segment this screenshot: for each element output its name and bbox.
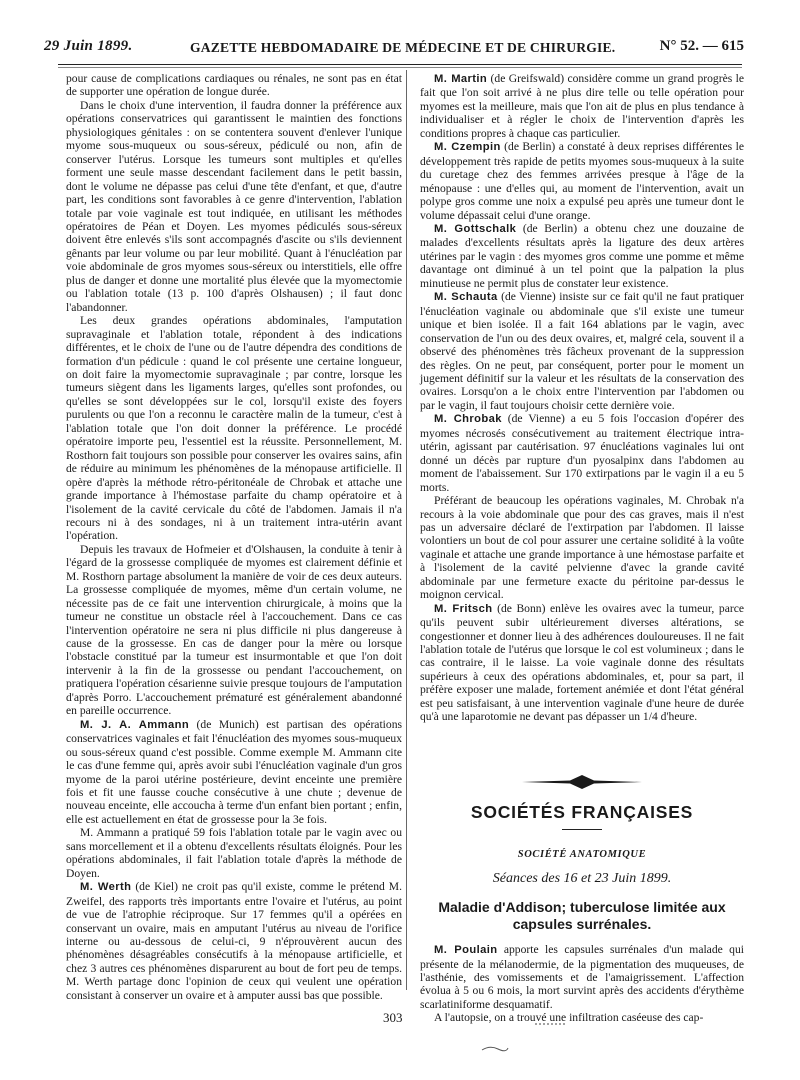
ornament-rule-icon: [522, 774, 642, 790]
paragraph-text: (de Greifswald) considère comme un grand progrès le fait que l'on soit arrivé à ne plus dire telle ou telle opération pour myomes est la meilleure, mais que l'on ait de plus en plus tendance à individualiser et à régler le choix de l'intervention d'après les conditions propres à chaque cas particulier.: [420, 72, 744, 140]
page-header: [44, 38, 744, 60]
ink-mark-icon: [535, 1022, 565, 1026]
paragraph-text: Dans le choix d'une intervention, il faudra donner la préférence aux opérations conservatrices qui garantissent le maintien des fonctions physiologiques génitales : on se contentera souvent d'enlever l'unique myome sous-muqueux ou sous-séreux, pédiculé ou non, afin de conserver l'utérus. Lorsque les tumeurs sont multiples et qu'elles forment une seule masse descendant facilement dans le petit bassin, dont le volume ne dépasse pas celui d'une tête d'enfant, et que, d'autre part, les conditions sont favorables à ce genre d'intervention, l'ablation totale par voie vaginale est tout indiquée, en utilisant les méthodes opératoires de Péan et Doyen. Les myomes pédiculés sous-séreux doivent être enlevés s'ils sont accompagnés d'ascite ou s'ils deviennent gênants par leur volume ou par leur mobilité. Quant à l'énucléation par voie abdominale de gros myomes sous-séreux ou interstitiels, elle offre plus de danger et donne une mortalité plus élevée que la myomectomie ou l'ablation totale (13 p. 100 d'après Olshausen) ; il faut donc l'abandonner.: [66, 98, 402, 314]
speaker-name: M. Gottschalk: [434, 222, 517, 235]
right-column-paragraphs: [420, 72, 744, 724]
speaker-name: M. Werth: [80, 881, 132, 894]
paragraph: [420, 290, 744, 412]
speaker-name: M. Martin: [434, 73, 488, 85]
paragraph: [420, 943, 744, 1011]
article-title: Maladie d'Addison; tuberculose limitée aux capsules surrénales.: [438, 899, 726, 933]
speaker-name: M. Schauta: [434, 291, 498, 304]
paragraph-text: Préférant de beaucoup les opérations vaginales, M. Chrobak n'a recours à la voie abdominale que pour des cas graves, mais il n'est pas un adversaire déclaré de l'extirpation par l'abdomen. Il laisse volontiers un bout de col pour assurer une certaine solidité à la voûte vaginale et attache une grande importance à une hémostase parfaite et à l'isolement de la cavité pelvienne d'avec la grande cavité abdominale par une fermeture exacte du péritoine par-dessus le moignon cervical.: [420, 494, 744, 602]
paragraph: [66, 718, 402, 827]
left-column: [66, 72, 402, 1002]
speaker-name: M. Chrobak: [434, 413, 502, 426]
paragraph-text: pour cause de complications cardiaques ou rénales, ne sont pas en état de supporter une opération de longue durée.: [66, 72, 402, 99]
paragraph-text: (de Vienne) a eu 5 fois l'occasion d'opérer des myomes nécrosés consécutivement au traitement électrique intra-utérin, agissant par cautérisation. 97 énucléations vaginales lui ont donné un décès par rupture d'un pyosalpinx dans l'abdomen au moment de l'abaissement. Sur 170 extirpations par le vagin il a eu 5 morts.: [420, 412, 744, 494]
section-title-rule: [562, 829, 602, 830]
folio-number: 303: [383, 1010, 403, 1025]
paragraph: [420, 222, 744, 290]
paragraph-text: M. Ammann a pratiqué 59 fois l'ablation totale par le vagin avec ou sans morcellement et il a obtenu d'excellents résultats éloignés. Pour les opérations abdominales, il fait l'ablation totale d'après la méthode de Doyen.: [66, 826, 402, 880]
paragraph: [420, 602, 744, 724]
society-name: SOCIÉTÉ ANATOMIQUE: [517, 849, 647, 861]
article-body: [420, 943, 744, 1025]
header-date: 29 Juin 1899.: [44, 38, 133, 54]
paragraph: [66, 543, 402, 718]
paragraph-text: (de Berlin) a constaté à deux reprises différentes le développement très rapide de petits myomes sous-muqueux à la suite du curetage chez des femmes arrivées presque à l'âge de la ménopause : une d'elles qui, au moment de l'intervention, avait un polype gros comme une noix a expulsé peu après une tumeur dont le volume dépassait celui d'une orange.: [420, 140, 745, 222]
paragraph: [420, 494, 744, 602]
header-rule: [58, 64, 742, 65]
paragraph: [66, 880, 402, 1002]
paragraph-text: (de Berlin) a obtenu chez une douzaine de malades d'excellents résultats après la ligature des deux artères utérines par le vagin : des myomes gros comme une pomme et même davantage ont diminué à un tel point que la palpation la plus minutieuse ne permit plus de constater leur existence.: [420, 221, 745, 290]
paragraph: [420, 72, 744, 140]
paragraph-text: Les deux grandes opérations abdominales, l'amputation supravaginale et l'ablation totale, répondent à des indications différentes, et le choix de l'une ou de l'autre dépendra des conditions de formation d'un pédicule : quand le col présente une certaine longueur, on doit faire la myomectomie supravaginale ; par contre, lorsque les tumeurs siègent dans les ligaments larges, qu'elles sont profondes, ou qu'elles se sont développées sur le col, lorsqu'il existe des foyers purulents ou que l'on a reconnu le caractère malin de la tumeur, c'est à l'ablation totale que l'on doit donner la préférence. Le procédé opératoire importe peu, l'essentiel est la réussite. Personnellement, M. Rosthorn fait toujours son possible pour conserver les ovaires sains, afin de réduire au minimum les phénomènes de la ménopause artificielle. Il opère d'après la méthode rétro-péritonéale de Chrobak et attache une grande importance à l'hémostase parfaite du champ opératoire et à l'isolement de la cavité cervicale du côté de l'abdomen. Jamais il n'a recours ni à des sondages, ni à un traitement intra-utérin avant l'opération.: [66, 314, 402, 543]
paragraph-text: (de Munich) est partisan des opérations conservatrices vaginales et fait l'énucléation des myomes sous-muqueux ou sous-séreux quand c'est possible. Comme exemple M. Ammann cite le cas d'une femme qui, après avoir subi l'énucléation vaginale d'un gros myome de la paroi utérine postérieure, devint enceinte une première fois et fit une fausse couche consécutive à une chute ; devenue de nouveau enceinte, elle accoucha à terme d'un enfant bien portant ; enfin, elle est actuellement en état de grossesse pour la 3e fois.: [66, 717, 403, 826]
paragraph-text: (de Kiel) ne croit pas qu'il existe, comme le prétend M. Zweifel, des rapports très importants entre l'ovaire et l'utérus, au point de vue de l'atrophie réciproque. Sur 17 femmes qu'il a opérées en conservant un ovaire, mais en amputant l'utérus au niveau de l'orifice interne ou au-dessous de celui-ci, 9 n'éprouvèrent aucun des phénomènes désagréables consécutifs à la ménopause artificielle, et chez 3 autres ces phénomènes disparurent au bout de fort peu de temps. M. Werth partage donc l'opinion de ceux qui veulent une opération consistant à conserver un ovaire et à amputer aussi bas que possible.: [66, 880, 402, 1002]
speaker-name: M. Czempin: [434, 141, 501, 154]
section-ornament: [420, 774, 744, 794]
speaker-name: M. Poulain: [434, 944, 498, 957]
paragraph: [420, 412, 744, 494]
journal-title: GAZETTE HEBDOMADAIRE DE MÉDECINE ET DE CHIRURGIE.: [190, 40, 616, 55]
paragraph: [66, 72, 402, 99]
paragraph-text: (de Bonn) enlève les ovaires avec la tumeur, parce qu'ils peuvent subir ultérieurement diverses altérations, se congestionner et donner lieu à des adhérences douloureuses. Il ne fait l'ablation totale de l'utérus que lorsque le col est volumineux ; dans le cas contraire, il le laisse. La voie vaginale donne des résultats supérieurs à ceux des opérations abdominales, et, pour sa part, il préfère exposer une malade, fortement anémiée et dont l'état général est peu satisfaisant, à une intervention vaginale d'une heure de durée qu'à une laparotomie ne devant pas dépasser un 1/4 d'heure.: [420, 601, 744, 724]
column-divider: [406, 70, 407, 990]
right-column: [420, 72, 744, 1025]
ink-smudge-icon: [480, 1044, 510, 1054]
paragraph-text: apporte les capsules surrénales d'un malade qui présente de la mélanodermie, de la pigmentation des muqueuses, de l'asthénie, des vomissements et de l'amaigrissement. L'affection évolua à 5 ou 6 mois, la mort survint après des accidents d'érythème scarlatiniforme desquamatif.: [420, 943, 744, 1011]
paragraph: [420, 1011, 744, 1024]
issue-page-number: N° 52. — 615: [659, 38, 744, 54]
header-rule-secondary: [58, 67, 742, 68]
paragraph-text: Depuis les travaux de Hofmeier et d'Olshausen, la conduite à tenir à l'égard de la grossesse compliquée de myomes est clairement définie et M. Rosthorn partage absolument la manière de voir de ces deux auteurs. La grossesse compliquée de myomes, même d'un certain volume, ne nécessite pas de ce fait une intervention chirurgicale, à moins que la tumeur ne constitue un obstacle réel à l'accouchement. Dans ce cas l'intervention opératoire ne sera ni plus difficile ni plus dangereuse à cause de la grossesse. En cas de danger pour la mère ou lorsque l'obstacle constitué par la tumeur est insurmontable et que l'on doit intervenir à la fin de la grossesse ou pendant l'accouchement, on pratiquera l'opération césarienne suivie presque toujours de l'amputation d'après Porro. L'accouchement prématuré est généralement abandonné en pareille occurrence.: [66, 542, 402, 718]
paragraph: [66, 99, 402, 314]
paragraph: [66, 314, 402, 543]
paragraph-text: (de Vienne) insiste sur ce fait qu'il ne faut pratiquer l'énucléation vaginale ou abdominale que s'il existe une tumeur unique et bien isolée. Il a fait 164 ablations par le vagin, avec conservation de l'un ou des deux ovaires, et, malgré cela, souvent il a observé des phénomènes très fâcheux provenant de la suppression des règles. On ne peut, par conséquent, porter pour le moment un jugement définitif sur la valeur et les résultats de la conservation des ovaires. Lorsqu'on a le choix entre l'intervention par l'abdomen ou par le vagin, il faut toujours choisir cette dernière voie.: [420, 290, 744, 412]
session-dates: Séances des 16 et 23 Juin 1899.: [492, 870, 672, 886]
speaker-name: M. J. A. Ammann: [80, 718, 190, 731]
paragraph: [66, 826, 402, 880]
speaker-name: M. Fritsch: [434, 602, 493, 615]
section-title: SOCIÉTÉS FRANÇAISES: [470, 801, 694, 822]
paragraph: [420, 140, 744, 222]
paragraph-text: A l'autopsie, on a trouvé une infiltration caséeuse des cap-: [434, 1011, 704, 1025]
